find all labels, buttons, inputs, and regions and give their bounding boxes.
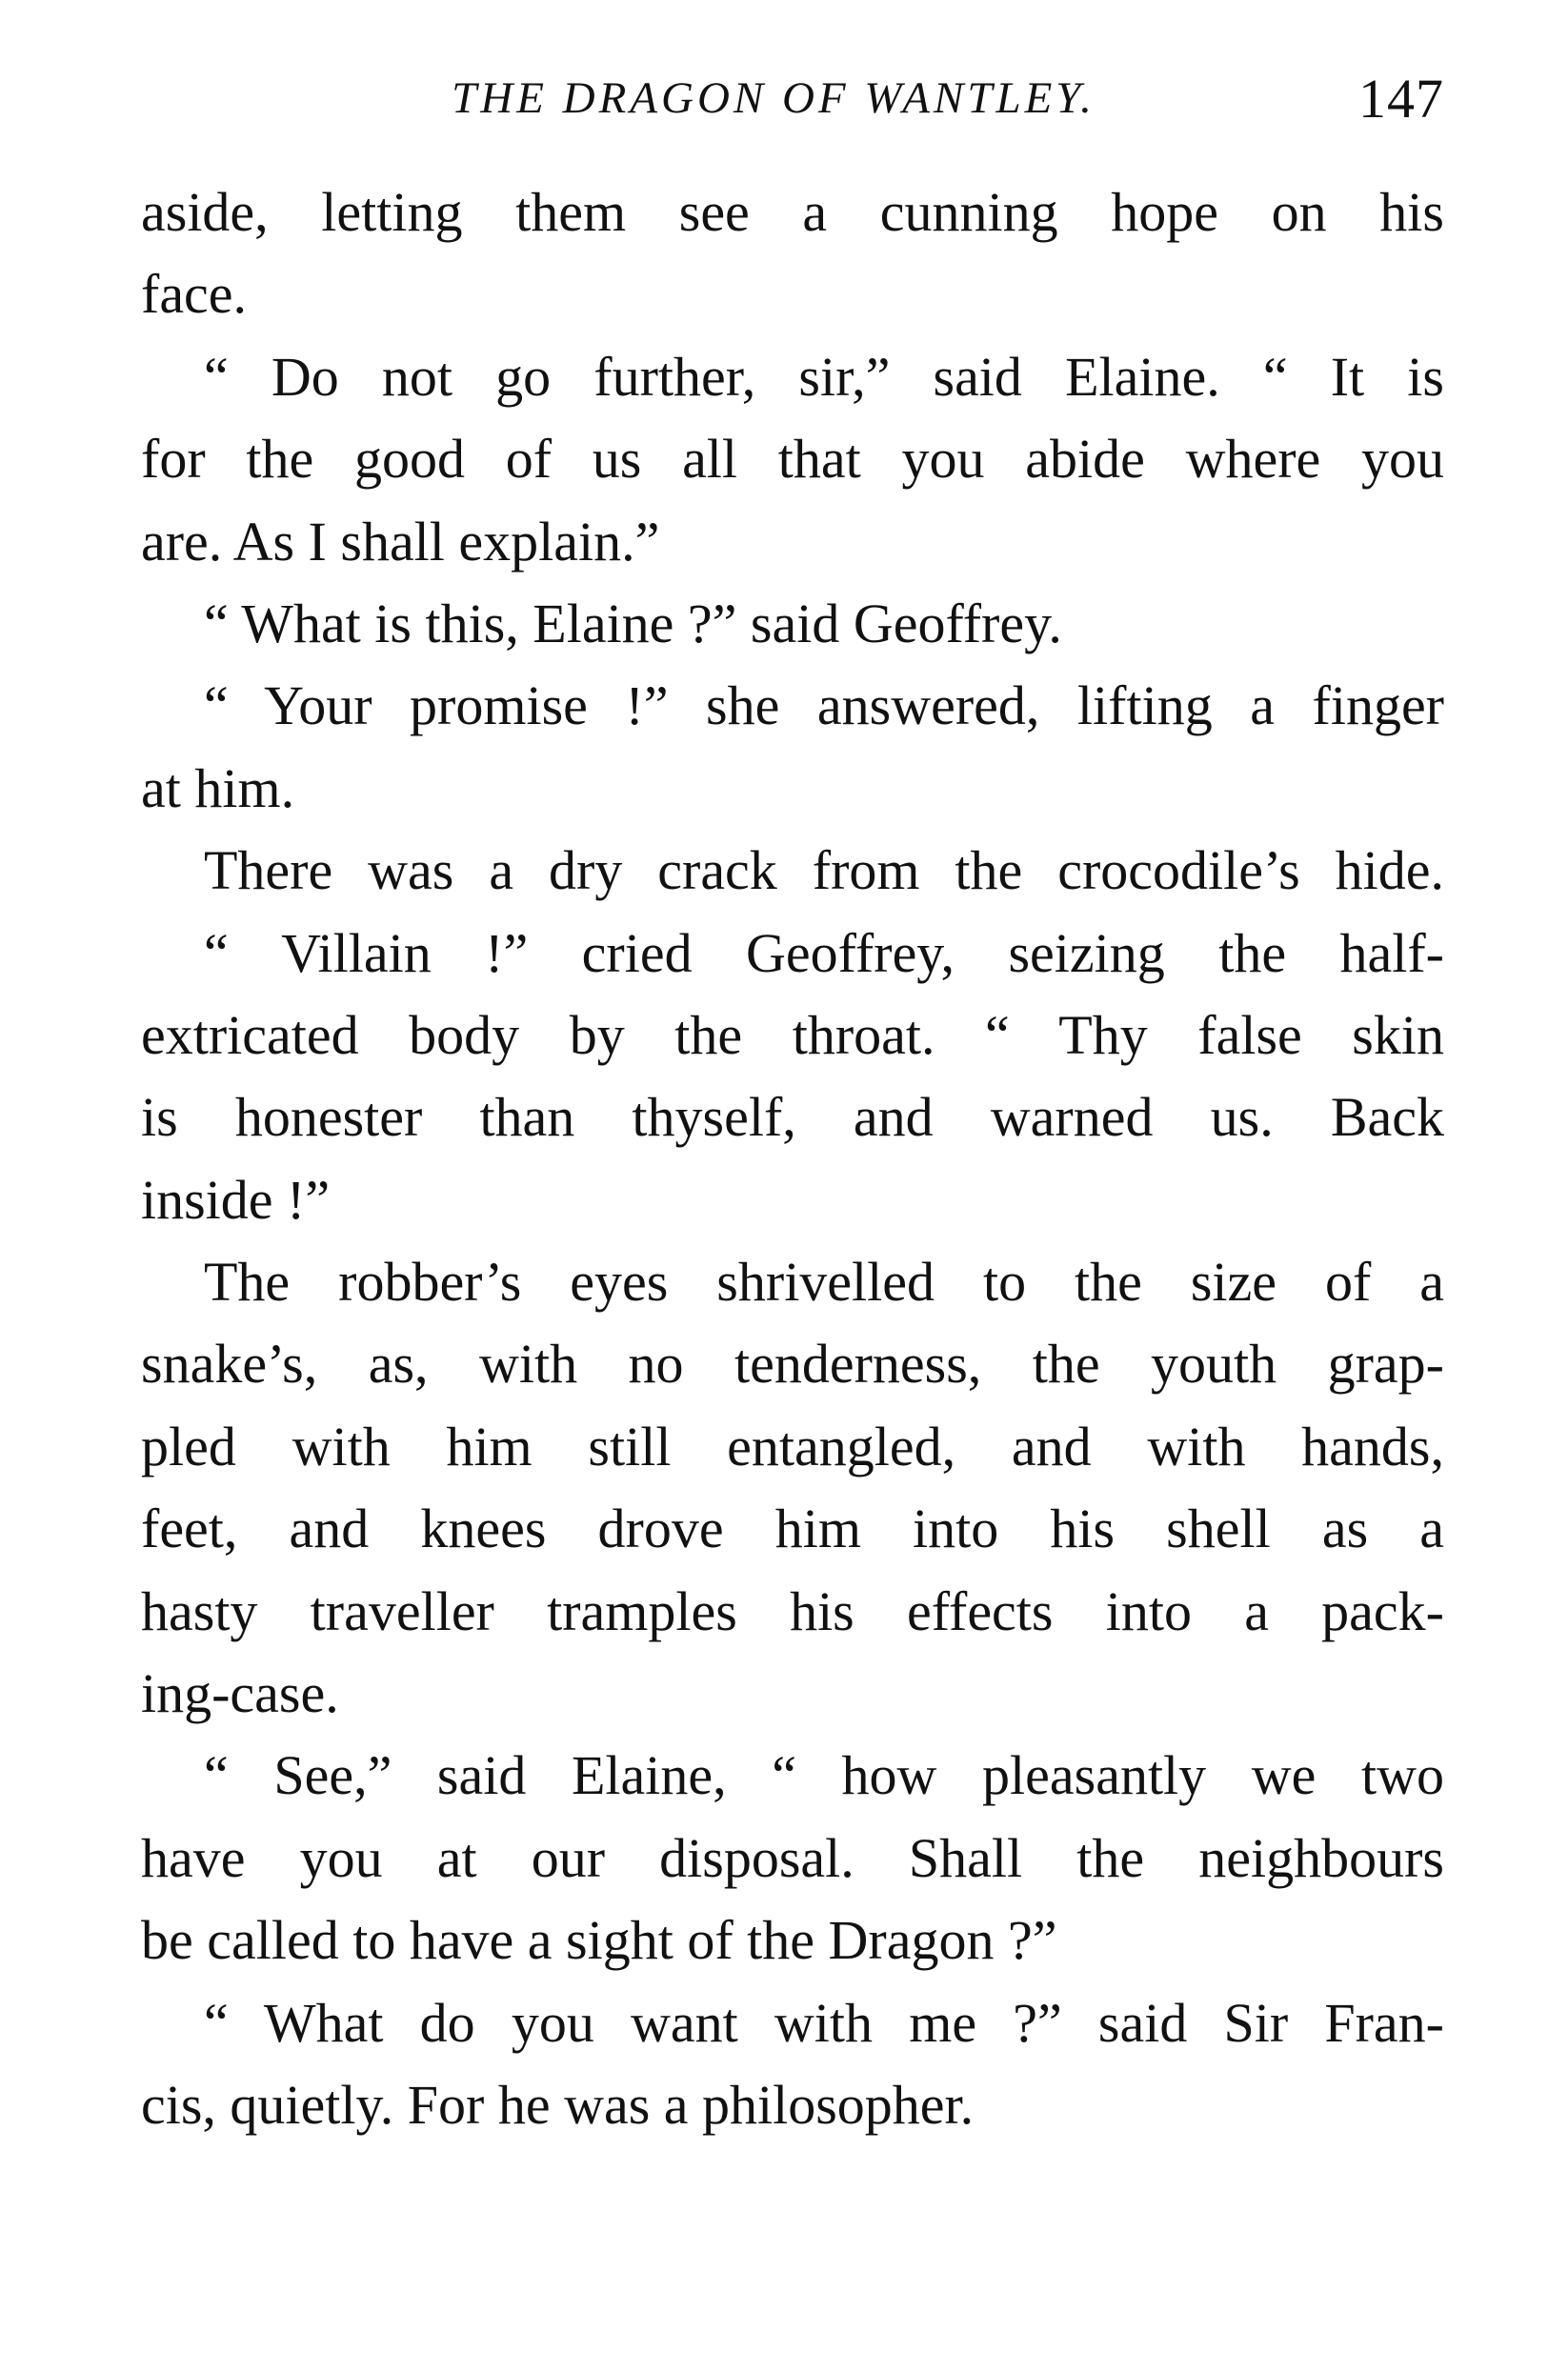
text-line: pled with him still entangled, and with hands, xyxy=(141,1415,1444,1477)
text-line: “ See,” said Elaine, “ how pleasantly we two xyxy=(204,1744,1444,1807)
text-line: inside !” xyxy=(141,1168,331,1231)
text-line: is honester than thyself, and warned us. Back xyxy=(141,1086,1444,1149)
text-line: “ What is this, Elaine ?” said Geoffrey. xyxy=(204,592,1062,654)
text-line: “ Your promise !” she answered, lifting a finger xyxy=(204,674,1444,737)
text-line: have you at our disposal. Shall the neighbours xyxy=(141,1826,1444,1889)
body-text xyxy=(141,171,1444,2146)
text-line: aside, letting them see a cunning hope on his xyxy=(141,181,1444,243)
text-line: The robber’s eyes shrivelled to the size of a xyxy=(204,1251,1444,1314)
text-line: face. xyxy=(141,263,248,326)
running-title: THE DRAGON OF WANTLEY. xyxy=(452,73,1096,123)
text-line: be called to have a sight of the Dragon ?” xyxy=(141,1909,1057,1972)
text-line: for the good of us all that you abide where you xyxy=(141,428,1444,491)
text-line: “ Do not go further, sir,” said Elaine. “ It is xyxy=(204,345,1444,408)
text-line: at him. xyxy=(141,756,295,819)
text-line: ing-case. xyxy=(141,1662,339,1725)
text-line: are. As I shall explain.” xyxy=(141,510,660,573)
text-line: “ What do you want with me ?” said Sir Fran- xyxy=(204,1991,1444,2054)
text-line: snake’s, as, with no tenderness, the youth grap- xyxy=(141,1333,1444,1396)
text-line: There was a dry crack from the crocodile’s hide. xyxy=(204,839,1444,902)
text-line: extricated body by the throat. “ Thy false skin xyxy=(141,1003,1444,1066)
text-line: feet, and knees drove him into his shell as a xyxy=(141,1498,1444,1560)
running-head xyxy=(141,67,1444,152)
text-line: hasty traveller tramples his effects into a pack- xyxy=(141,1579,1444,1642)
text-line: “ Villain !” cried Geoffrey, seizing the half- xyxy=(204,921,1444,984)
text-line: cis, quietly. For he was a philosopher. xyxy=(141,2073,975,2136)
page-number: 147 xyxy=(1358,68,1444,130)
